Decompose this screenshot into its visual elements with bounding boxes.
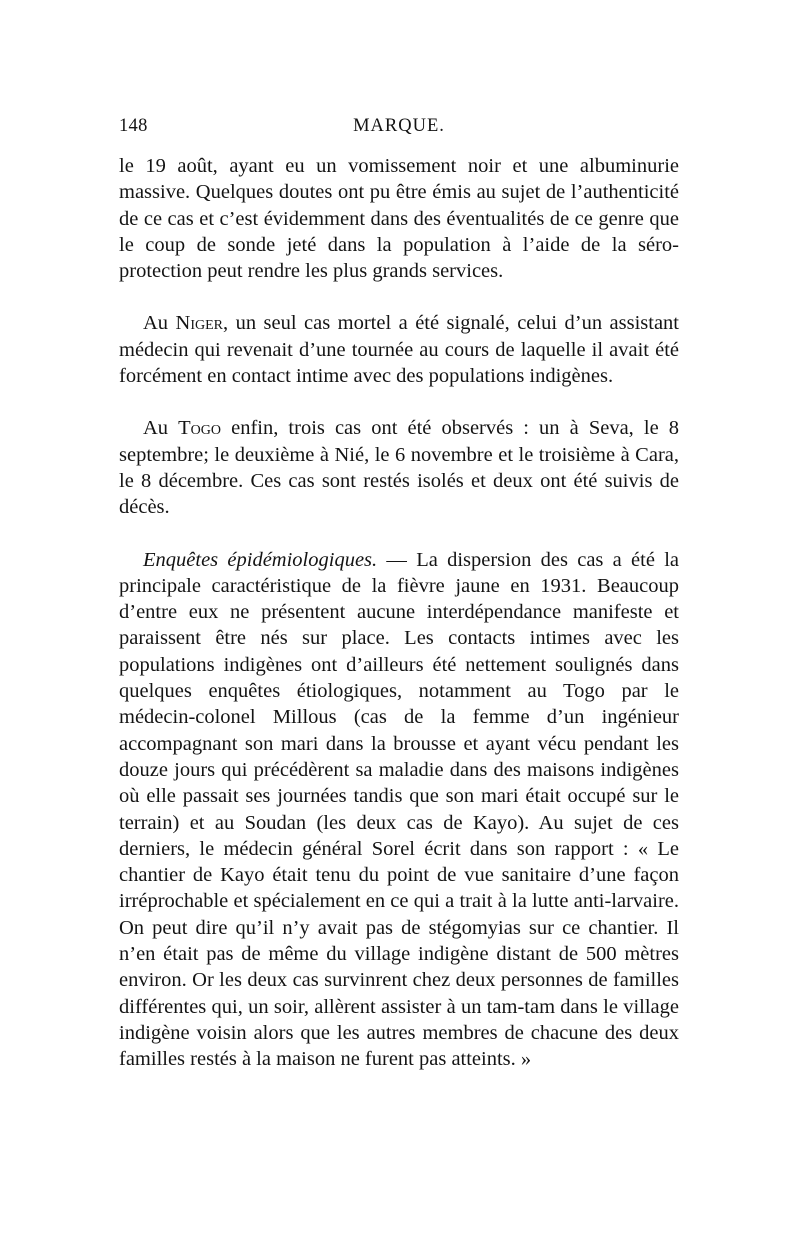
paragraph-text: — La dispersion des cas a été la principale caractéristique de la fièvre jaune en 1931. Beaucoup d’entre eux ne présentent aucune interdépendance manifeste et paraissent être nés sur place. Les contacts intimes avec les populations indigènes ont d’ailleurs été nettement soulignés dans quelques enquêtes étiologiques, notamment au Togo par le médecin-colonel Millous (cas de la femme d’un ingénieur accompagnant son mari dans la brousse et ayant vécu pendant les douze jours qui précédèrent sa maladie dans des maisons indigènes où elle passait ses journées tandis que son mari était occupé sur le terrain) et au Soudan (les deux cas de Kayo). Au sujet de ces derniers, le médecin général Sorel écrit dans son rapport : « Le chantier de Kayo était tenu du point de vue sanitaire d’une façon irréprochable et spécialement en ce qui a trait à la lutte anti-larvaire. On peut dire qu’il n’y avait pas de stégomyias sur ce chantier. Il n’en était pas de même du village indigène distant de 500 mètres environ. Or les deux cas survinrent chez deux personnes de familles différentes qui, un soir, allèrent assister à un tam-tam dans le village indigène voisin alors que les autres membres de chacune des deux familles restés à la maison ne furent pas atteints. » [119,548,679,1071]
book-page [119,116,679,1073]
paragraph-enquetes [119,547,679,1073]
paragraph-lead: Au [143,312,169,335]
paragraph-togo [119,415,679,520]
section-heading: Enquêtes épidémiologiques. [143,548,378,571]
page-number: 148 [119,116,148,136]
paragraph-continuation: le 19 août, ayant eu un vomissement noir et une albuminurie massive. Quelques doutes ont pu être émis au sujet de l’authenticité de ce cas et c’est évidemment dans des éventualités de ce genre que le coup de sonde jeté dans la population à l’aide de la séro-protection peut rendre les plus grands services. [119,155,679,283]
place-name-togo: Togo [178,417,222,440]
page-header [119,116,679,146]
running-head: MARQUE. [353,116,445,136]
paragraph-lead: Au [143,417,169,440]
paragraph-text: , un seul cas mortel a été signalé, celui d’un assistant médecin qui revenait d’une tournée au cours de laquelle il avait été forcément en contact intime avec des populations indigènes. [119,312,680,388]
page-body [119,153,679,1073]
place-name-niger: Niger [175,312,223,335]
paragraph-niger [119,310,679,389]
paragraph-text: enfin, trois cas ont été observés : un à Seva, le 8 septembre; le deuxième à Nié, le 6 novembre et le troisième à Cara, le 8 décembre. Ces cas sont restés isolés et deux ont été suivis de décès. [119,417,680,519]
